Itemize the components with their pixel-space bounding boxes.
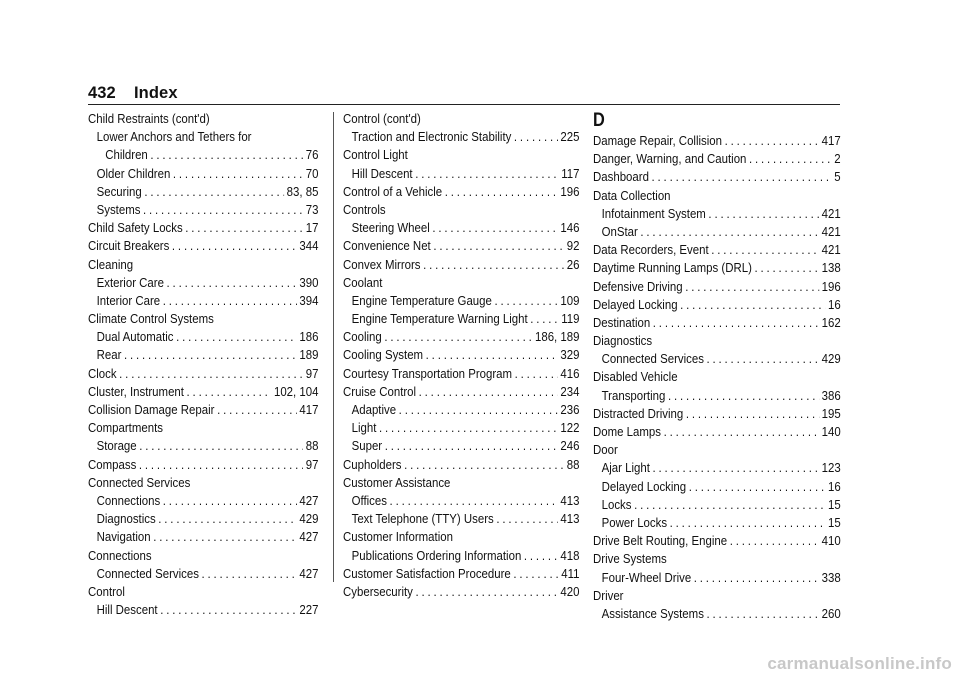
index-entry (88, 565, 318, 583)
leader-dots (399, 401, 558, 419)
leader-dots (694, 569, 819, 587)
leader-dots (385, 437, 558, 455)
index-term: Destination (593, 314, 651, 330)
leader-dots (707, 605, 820, 623)
leader-dots (119, 365, 303, 383)
index-term: Compartments (88, 420, 163, 436)
index-entry (593, 532, 841, 550)
index-entry (593, 605, 841, 623)
index-term: Control (cont'd) (343, 111, 421, 126)
leader-dots (530, 310, 558, 328)
index-entry (593, 150, 841, 168)
index-entry (593, 459, 841, 477)
index-entry (88, 146, 318, 164)
index-term: Defensive Driving (593, 278, 683, 294)
leader-dots (124, 346, 297, 364)
page-reference: 83, 85 (286, 183, 319, 199)
index-entry (343, 419, 580, 437)
index-term: Drive Belt Routing, Engine (593, 533, 728, 549)
index-term: Children (105, 147, 148, 163)
index-entry (88, 437, 318, 455)
leader-dots (139, 456, 303, 474)
page-reference: 421 (821, 223, 841, 239)
index-entry (88, 328, 318, 346)
leader-dots (390, 492, 558, 510)
leader-dots (634, 496, 825, 514)
index-term: Systems (96, 201, 141, 217)
leader-dots (524, 547, 558, 565)
leader-dots (172, 237, 297, 255)
index-entry (593, 296, 841, 314)
index-term: Diagnostics (96, 511, 156, 527)
index-term: Danger, Warning, and Caution (593, 151, 747, 167)
leader-dots (686, 405, 819, 423)
page-reference: 102, 104 (273, 383, 319, 399)
index-entry (88, 165, 318, 183)
page-reference: 16 (827, 478, 841, 494)
page-reference: 196 (821, 278, 841, 294)
leader-dots (749, 150, 832, 168)
index-entry (593, 496, 841, 514)
index-term: Drive Systems (593, 551, 667, 567)
index-entry (343, 201, 580, 219)
leader-dots (173, 165, 303, 183)
leader-dots (379, 419, 558, 437)
page-reference: 386 (821, 387, 841, 403)
watermark: carmanualsonline.info (767, 654, 952, 673)
index-term: Locks (601, 496, 632, 512)
leader-dots (653, 459, 820, 477)
index-term: Older Children (96, 165, 171, 181)
index-entry (88, 528, 318, 546)
leader-dots (680, 296, 825, 314)
index-term: Adaptive (351, 402, 397, 417)
leader-dots (689, 478, 826, 496)
page-header (88, 84, 178, 103)
index-entry (88, 110, 318, 128)
leader-dots (496, 510, 558, 528)
index-term: Ajar Light (601, 460, 650, 476)
leader-dots (415, 583, 557, 601)
page-reference: 97 (305, 365, 319, 381)
index-term: Assistance Systems (601, 605, 704, 621)
leader-dots (419, 383, 558, 401)
index-term: Rear (96, 347, 122, 363)
index-term: Connections (88, 547, 152, 563)
leader-dots (150, 146, 303, 164)
page-reference: 417 (821, 133, 841, 148)
leader-dots (423, 256, 564, 274)
leader-dots (652, 168, 832, 186)
index-entry (593, 478, 841, 496)
page-reference: 138 (821, 260, 841, 276)
index-entry (343, 292, 580, 310)
leader-dots (185, 219, 303, 237)
index-term: Cleaning (88, 256, 134, 272)
index-term: Diagnostics (593, 333, 653, 349)
page-reference: 186 (299, 329, 319, 345)
index-term: Clock (88, 365, 117, 381)
page-reference: 92 (566, 238, 580, 254)
index-entry (343, 492, 580, 510)
index-entry (88, 310, 318, 328)
index-entry (88, 219, 318, 237)
index-term: Dome Lamps (593, 424, 662, 439)
index-term: Child Safety Locks (88, 220, 183, 236)
index-entry (593, 241, 841, 259)
index-entry (88, 383, 318, 401)
index-term: Controls (343, 201, 386, 217)
leader-dots (153, 528, 297, 546)
index-entry (343, 328, 580, 346)
index-entry (593, 423, 841, 441)
column-divider (333, 112, 334, 582)
page-reference: 195 (821, 405, 841, 421)
index-entry (593, 569, 841, 587)
page-reference: 421 (821, 242, 841, 258)
leader-dots (685, 278, 819, 296)
page-reference: 427 (299, 565, 319, 581)
leader-dots (163, 292, 297, 310)
index-entry (343, 565, 580, 583)
index-entry (343, 528, 580, 546)
index-entry (88, 128, 318, 146)
page-reference: 227 (299, 602, 319, 618)
index-entry (343, 237, 580, 255)
index-entry (343, 474, 580, 492)
index-entry (343, 110, 580, 128)
index-entry (88, 256, 318, 274)
index-term: Data Recorders, Event (593, 242, 709, 258)
page-reference: 225 (560, 129, 580, 145)
leader-dots (163, 492, 297, 510)
page-reference: 117 (561, 165, 580, 181)
page-reference: 329 (560, 347, 580, 363)
page-reference: 162 (821, 314, 841, 330)
index-entry (343, 365, 580, 383)
index-entry (88, 183, 318, 201)
index-entry (88, 456, 318, 474)
index-entry (88, 292, 318, 310)
index-term: Disabled Vehicle (593, 369, 678, 385)
index-column-2 (343, 110, 580, 601)
page-reference: 88 (566, 456, 580, 472)
index-term: Courtesy Transportation Program (343, 365, 513, 381)
index-term: Connected Services (96, 565, 199, 581)
index-term: Connected Services (601, 351, 704, 367)
index-entry (343, 510, 580, 528)
page-reference: 146 (560, 220, 580, 236)
leader-dots (725, 132, 819, 150)
page-reference: 2 (834, 151, 841, 167)
leader-dots (653, 314, 819, 332)
page-reference: 410 (821, 533, 841, 549)
index-entry (593, 587, 841, 605)
index-entry (593, 314, 841, 332)
page-reference: 73 (305, 201, 319, 217)
index-entry (343, 583, 580, 601)
page-reference: 236 (560, 402, 580, 417)
index-entry (343, 346, 580, 364)
section-letter: D (593, 110, 605, 131)
index-term: OnStar (601, 223, 638, 239)
index-term: Transporting (601, 387, 666, 403)
page-reference: 429 (821, 351, 841, 367)
page-title: Index (134, 84, 178, 102)
page-reference: 119 (561, 311, 580, 327)
leader-dots (445, 183, 558, 201)
index-term: Navigation (96, 529, 151, 545)
index-entry (593, 550, 841, 568)
page-reference: 390 (299, 274, 319, 290)
index-entry (343, 165, 580, 183)
index-entry (593, 368, 841, 386)
page-reference: 15 (827, 514, 841, 530)
page-reference: 413 (560, 511, 580, 527)
leader-dots (187, 383, 272, 401)
index-entry (593, 387, 841, 405)
page-reference: 416 (560, 365, 580, 381)
leader-dots (515, 365, 558, 383)
index-term: Steering Wheel (351, 220, 430, 236)
page-reference: 76 (305, 147, 319, 163)
page-reference: 421 (821, 205, 841, 221)
index-term: Traction and Electronic Stability (351, 129, 512, 145)
index-entry (343, 547, 580, 565)
leader-dots (158, 510, 297, 528)
leader-dots (160, 601, 297, 619)
index-term: Control (88, 583, 125, 599)
index-term: Coolant (343, 274, 383, 290)
index-entry (343, 183, 580, 201)
index-entry (593, 168, 841, 186)
index-entry (343, 383, 580, 401)
index-term: Delayed Locking (593, 296, 678, 312)
index-entry (88, 601, 318, 619)
index-entry (593, 187, 841, 205)
leader-dots (415, 165, 558, 183)
page-reference: 16 (827, 296, 841, 312)
leader-dots (384, 328, 532, 346)
index-entry (343, 256, 580, 274)
page-reference: 338 (821, 569, 841, 585)
leader-dots (754, 259, 819, 277)
index-entry (88, 474, 318, 492)
page-reference: 260 (821, 605, 841, 621)
index-term: Distracted Driving (593, 405, 684, 421)
leader-dots (708, 205, 819, 223)
index-term: Dashboard (593, 169, 649, 185)
header-rule (88, 104, 840, 105)
index-term: Engine Temperature Gauge (351, 292, 492, 308)
page-reference: 88 (305, 438, 319, 454)
index-entry (88, 510, 318, 528)
page-reference: 234 (560, 383, 580, 399)
index-term: Control Light (343, 147, 408, 163)
page-reference: 246 (560, 438, 580, 454)
index-entry (88, 346, 318, 364)
index-term: Securing (96, 183, 142, 199)
page-reference: 189 (299, 347, 319, 363)
index-entry (593, 278, 841, 296)
leader-dots (144, 183, 284, 201)
index-term: Customer Satisfaction Procedure (343, 565, 511, 581)
index-term: Customer Assistance (343, 474, 451, 490)
page-number: 432 (88, 84, 116, 102)
leader-dots (433, 237, 564, 255)
page-reference: 70 (305, 165, 319, 181)
index-term: Interior Care (96, 292, 161, 308)
index-term: Collision Damage Repair (88, 402, 215, 417)
index-entry (343, 146, 580, 164)
index-term: Door (593, 442, 618, 458)
index-term: Cupholders (343, 456, 402, 472)
leader-dots (711, 241, 819, 259)
index-entry (88, 492, 318, 510)
page-reference: 427 (299, 492, 319, 508)
index-entry (88, 419, 318, 437)
page-reference: 17 (305, 220, 319, 236)
index-entry (593, 223, 841, 241)
index-term: Four-Wheel Drive (601, 569, 692, 585)
page-reference: 417 (299, 402, 319, 417)
index-entry (593, 441, 841, 459)
page-reference: 427 (299, 529, 319, 545)
index-entry (88, 401, 318, 419)
index-entry (343, 401, 580, 419)
index-term: Damage Repair, Collision (593, 133, 723, 148)
index-term: Exterior Care (96, 274, 164, 290)
index-entry (88, 201, 318, 219)
index-term: Storage (96, 438, 137, 454)
page-reference: 196 (560, 183, 580, 199)
index-term: Data Collection (593, 187, 671, 203)
index-term: Convenience Net (343, 238, 431, 254)
index-term: Control of a Vehicle (343, 183, 443, 199)
leader-dots (664, 423, 819, 441)
index-entry (593, 514, 841, 532)
index-term: Climate Control Systems (88, 311, 214, 327)
leader-dots (513, 565, 558, 583)
index-term: Light (351, 420, 377, 436)
index-entry (343, 437, 580, 455)
index-entry (88, 547, 318, 565)
index-term: Cooling System (343, 347, 424, 363)
leader-dots (640, 223, 819, 241)
page-reference: 420 (560, 583, 580, 599)
leader-dots (176, 328, 297, 346)
index-term: Text Telephone (TTY) Users (351, 511, 494, 527)
page-reference: 26 (566, 256, 580, 272)
leader-dots (217, 401, 297, 419)
index-entry (343, 274, 580, 292)
index-entry (343, 310, 580, 328)
leader-dots (494, 292, 557, 310)
page-reference: 429 (299, 511, 319, 527)
index-entry (343, 128, 580, 146)
index-term: Child Restraints (cont'd) (88, 111, 210, 126)
index-entry (593, 205, 841, 223)
index-entry (343, 456, 580, 474)
leader-dots (426, 346, 558, 364)
index-term: Dual Automatic (96, 329, 174, 345)
index-term: Cluster, Instrument (88, 383, 184, 399)
page-reference: 413 (560, 492, 580, 508)
index-term: Connected Services (88, 474, 191, 490)
page-reference: 186, 189 (534, 329, 580, 345)
leader-dots (707, 350, 819, 368)
page-reference: 140 (821, 424, 841, 439)
index-column-3 (593, 110, 841, 623)
page-reference: 411 (561, 565, 580, 581)
index-term: Super (351, 438, 383, 454)
leader-dots (167, 274, 297, 292)
page-reference: 109 (560, 292, 580, 308)
index-term: Offices (351, 492, 387, 508)
index-column-1 (88, 110, 318, 619)
index-term: Lower Anchors and Tethers for (96, 129, 252, 145)
index-entry (593, 132, 841, 150)
index-entry (593, 259, 841, 277)
leader-dots (670, 514, 826, 532)
leader-dots (432, 219, 557, 237)
page-reference: 344 (299, 238, 319, 254)
index-term: Cooling (343, 329, 382, 345)
index-term: Connections (96, 492, 161, 508)
leader-dots (668, 387, 819, 405)
index-term: Customer Information (343, 529, 453, 545)
leader-dots (514, 128, 558, 146)
page-reference: 5 (834, 169, 841, 185)
page-reference: 97 (305, 456, 319, 472)
index-entry (343, 219, 580, 237)
index-entry (88, 365, 318, 383)
index-entry (593, 332, 841, 350)
index-term: Compass (88, 456, 137, 472)
index-term: Infotainment System (601, 205, 706, 221)
index-term: Engine Temperature Warning Light (351, 311, 528, 327)
leader-dots (404, 456, 564, 474)
index-term: Convex Mirrors (343, 256, 421, 272)
index-entry (88, 274, 318, 292)
index-term: Power Locks (601, 514, 668, 530)
page-reference: 123 (821, 460, 841, 476)
leader-dots (730, 532, 819, 550)
index-term: Hill Descent (96, 602, 158, 618)
page-reference: 394 (299, 292, 319, 308)
index-term: Delayed Locking (601, 478, 687, 494)
index-term: Publications Ordering Information (351, 547, 522, 563)
index-entry (88, 583, 318, 601)
page-reference: 418 (560, 547, 580, 563)
leader-dots (143, 201, 303, 219)
index-term: Cybersecurity (343, 583, 413, 599)
index-entry (88, 237, 318, 255)
index-entry (593, 405, 841, 423)
index-entry (593, 350, 841, 368)
page-reference: 15 (827, 496, 841, 512)
index-term: Cruise Control (343, 383, 417, 399)
index-term: Daytime Running Lamps (DRL) (593, 260, 752, 276)
leader-dots (139, 437, 303, 455)
index-term: Driver (593, 587, 624, 603)
leader-dots (202, 565, 297, 583)
page-reference: 122 (560, 420, 580, 436)
index-term: Circuit Breakers (88, 238, 170, 254)
index-term: Hill Descent (351, 165, 413, 181)
